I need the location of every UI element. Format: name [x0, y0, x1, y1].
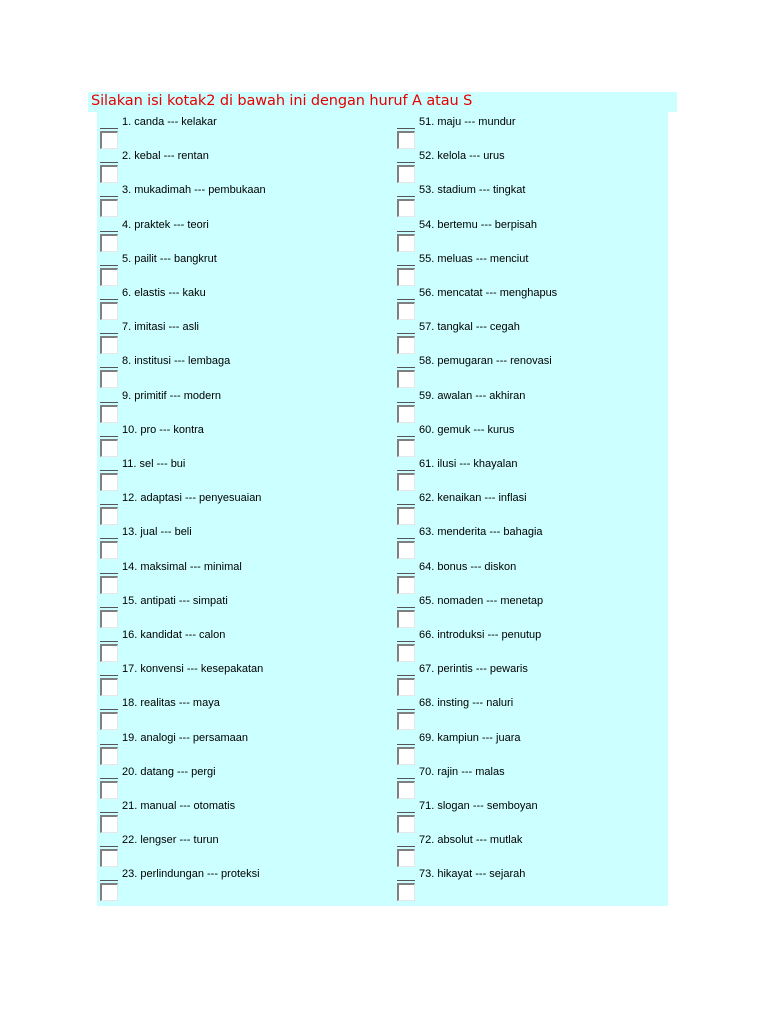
- answer-box-top-edge: [100, 402, 118, 404]
- answer-box-top-edge: [100, 675, 118, 677]
- list-item: [394, 454, 664, 488]
- answer-box-top-edge: [100, 846, 118, 848]
- word-pair-label: 63. menderita --- bahagia: [419, 526, 543, 539]
- list-item: [394, 180, 664, 214]
- word-pair-label: 62. kenaikan --- inflasi: [419, 492, 527, 505]
- answer-box-top-edge: [397, 504, 415, 506]
- word-pair-label: 3. mukadimah --- pembukaan: [122, 184, 266, 197]
- word-pair-label: 64. bonus --- diskon: [419, 560, 517, 573]
- word-pair-label: 17. konvensi --- kesepakatan: [122, 663, 264, 676]
- word-pair-label: 20. datang --- pergi: [122, 765, 216, 778]
- word-pair-label: 8. institusi --- lembaga: [122, 355, 231, 368]
- list-item: [97, 557, 367, 591]
- answer-box[interactable]: [397, 883, 415, 901]
- answer-box-top-edge: [397, 299, 415, 301]
- word-pair-label: 73. hikayat --- sejarah: [419, 868, 526, 881]
- word-pair-label: 14. maksimal --- minimal: [122, 560, 242, 573]
- answer-box-top-edge: [100, 812, 118, 814]
- word-pair-label: 19. analogi --- persamaan: [122, 731, 248, 744]
- answer-box-top-edge: [397, 744, 415, 746]
- answer-box-top-edge: [397, 231, 415, 233]
- list-item: [97, 215, 367, 249]
- word-pair-label: 67. perintis --- pewaris: [419, 663, 528, 676]
- list-item: [97, 386, 367, 420]
- list-item: [97, 659, 367, 693]
- word-pair-label: 18. realitas --- maya: [122, 697, 220, 710]
- list-item: [394, 625, 664, 659]
- answer-box-top-edge: [397, 846, 415, 848]
- worksheet-panel: [97, 112, 668, 906]
- answer-box[interactable]: [100, 883, 118, 901]
- answer-box-top-edge: [100, 333, 118, 335]
- list-item: [394, 215, 664, 249]
- list-item: [394, 386, 664, 420]
- word-pair-label: 4. praktek --- teori: [122, 218, 209, 231]
- list-item: [97, 351, 367, 385]
- answer-box-top-edge: [397, 607, 415, 609]
- word-pair-label: 13. jual --- beli: [122, 526, 192, 539]
- word-pair-label: 21. manual --- otomatis: [122, 800, 236, 812]
- word-pair-label: 2. kebal --- rentan: [122, 150, 209, 163]
- answer-box-top-edge: [100, 709, 118, 711]
- list-item: [97, 591, 367, 625]
- answer-box-top-edge: [100, 196, 118, 198]
- word-pair-label: 11. sel --- bui: [122, 458, 186, 470]
- word-pair-label: 68. insting --- naluri: [419, 697, 514, 710]
- answer-box-top-edge: [397, 573, 415, 575]
- answer-box-top-edge: [397, 675, 415, 677]
- answer-box-top-edge: [100, 436, 118, 438]
- word-pair-label: 70. rajin --- malas: [419, 765, 505, 778]
- answer-box-top-edge: [397, 162, 415, 164]
- answer-box-top-edge: [100, 744, 118, 746]
- list-item: [97, 864, 367, 898]
- answer-box-top-edge: [100, 128, 118, 130]
- word-pair-label: 59. awalan --- akhiran: [419, 389, 526, 402]
- word-pair-label: 15. antipati --- simpati: [122, 594, 228, 607]
- word-pair-label: 57. tangkal --- cegah: [419, 321, 520, 334]
- answer-box-top-edge: [100, 573, 118, 575]
- answer-box-top-edge: [397, 402, 415, 404]
- word-pair-label: 61. ilusi --- khayalan: [419, 458, 518, 470]
- word-pair-label: 9. primitif --- modern: [122, 389, 222, 402]
- list-item: [97, 249, 367, 283]
- word-pair-label: 71. slogan --- semboyan: [419, 800, 538, 812]
- word-pair-label: 5. pailit --- bangkrut: [122, 252, 217, 265]
- answer-box-top-edge: [100, 607, 118, 609]
- list-item: [394, 283, 664, 317]
- answer-box-top-edge: [397, 333, 415, 335]
- answer-box-top-edge: [100, 504, 118, 506]
- word-pair-label: 10. pro --- kontra: [122, 423, 204, 436]
- list-item: [394, 351, 664, 385]
- list-item: [97, 522, 367, 556]
- list-item: [97, 796, 367, 830]
- list-item: [97, 762, 367, 796]
- list-item: [394, 249, 664, 283]
- list-item: [97, 112, 367, 146]
- list-item: [97, 830, 367, 864]
- list-item: [394, 693, 664, 727]
- answer-box-top-edge: [100, 778, 118, 780]
- answer-box-top-edge: [397, 436, 415, 438]
- word-pair-label: 6. elastis --- kaku: [122, 287, 206, 299]
- word-pair-label: 66. introduksi --- penutup: [419, 629, 542, 641]
- answer-box-top-edge: [397, 470, 415, 472]
- word-pair-label: 12. adaptasi --- penyesuaian: [122, 492, 262, 505]
- list-item: [97, 146, 367, 180]
- answer-box-top-edge: [100, 231, 118, 233]
- answer-box-top-edge: [100, 538, 118, 540]
- word-pair-label: 53. stadium --- tingkat: [419, 184, 526, 197]
- answer-box-top-edge: [100, 470, 118, 472]
- word-pair-label: 7. imitasi --- asli: [122, 321, 200, 334]
- word-pair-label: 1. canda --- kelakar: [122, 116, 217, 128]
- answer-box-top-edge: [100, 299, 118, 301]
- answer-box-top-edge: [397, 196, 415, 198]
- list-item: [394, 557, 664, 591]
- word-pair-label: 56. mencatat --- menghapus: [419, 287, 558, 299]
- answer-box-top-edge: [397, 128, 415, 130]
- answer-box-top-edge: [100, 367, 118, 369]
- page-title: Silakan isi kotak2 di bawah ini dengan huruf A atau S: [91, 93, 473, 109]
- word-pair-label: 16. kandidat --- calon: [122, 629, 226, 641]
- answer-box-top-edge: [397, 880, 415, 882]
- list-item: [394, 488, 664, 522]
- answer-box-top-edge: [100, 162, 118, 164]
- list-item: [394, 728, 664, 762]
- list-item: [394, 864, 664, 898]
- word-pair-label: 51. maju --- mundur: [419, 116, 516, 128]
- title-bar: [88, 92, 677, 112]
- list-item: [394, 659, 664, 693]
- list-item: [97, 180, 367, 214]
- list-item: [97, 693, 367, 727]
- list-item: [394, 796, 664, 830]
- list-item: [394, 830, 664, 864]
- word-pair-label: 69. kampiun --- juara: [419, 731, 521, 744]
- list-item: [394, 146, 664, 180]
- list-item: [97, 283, 367, 317]
- list-item: [97, 420, 367, 454]
- answer-box-top-edge: [397, 367, 415, 369]
- list-item: [394, 317, 664, 351]
- list-item: [394, 112, 664, 146]
- list-item: [97, 317, 367, 351]
- list-item: [97, 625, 367, 659]
- answer-box-top-edge: [397, 641, 415, 643]
- answer-box-top-edge: [397, 709, 415, 711]
- answer-box-top-edge: [100, 641, 118, 643]
- word-pair-label: 23. perlindungan --- proteksi: [122, 868, 260, 881]
- list-item: [97, 728, 367, 762]
- word-pair-label: 22. lengser --- turun: [122, 834, 219, 847]
- word-pair-label: 65. nomaden --- menetap: [419, 594, 544, 607]
- list-item: [394, 420, 664, 454]
- answer-box-top-edge: [397, 778, 415, 780]
- answer-box-top-edge: [100, 265, 118, 267]
- list-item: [394, 762, 664, 796]
- list-item: [97, 454, 367, 488]
- answer-box-top-edge: [397, 812, 415, 814]
- word-pair-label: 60. gemuk --- kurus: [419, 423, 515, 436]
- answer-box-top-edge: [397, 538, 415, 540]
- word-pair-label: 72. absolut --- mutlak: [419, 834, 523, 847]
- word-pair-label: 55. meluas --- menciut: [419, 252, 529, 265]
- list-item: [97, 488, 367, 522]
- word-pair-label: 52. kelola --- urus: [419, 150, 505, 163]
- word-pair-label: 58. pemugaran --- renovasi: [419, 355, 552, 368]
- list-item: [394, 522, 664, 556]
- answer-box-top-edge: [100, 880, 118, 882]
- word-pair-label: 54. bertemu --- berpisah: [419, 218, 537, 231]
- answer-box-top-edge: [397, 265, 415, 267]
- list-item: [394, 591, 664, 625]
